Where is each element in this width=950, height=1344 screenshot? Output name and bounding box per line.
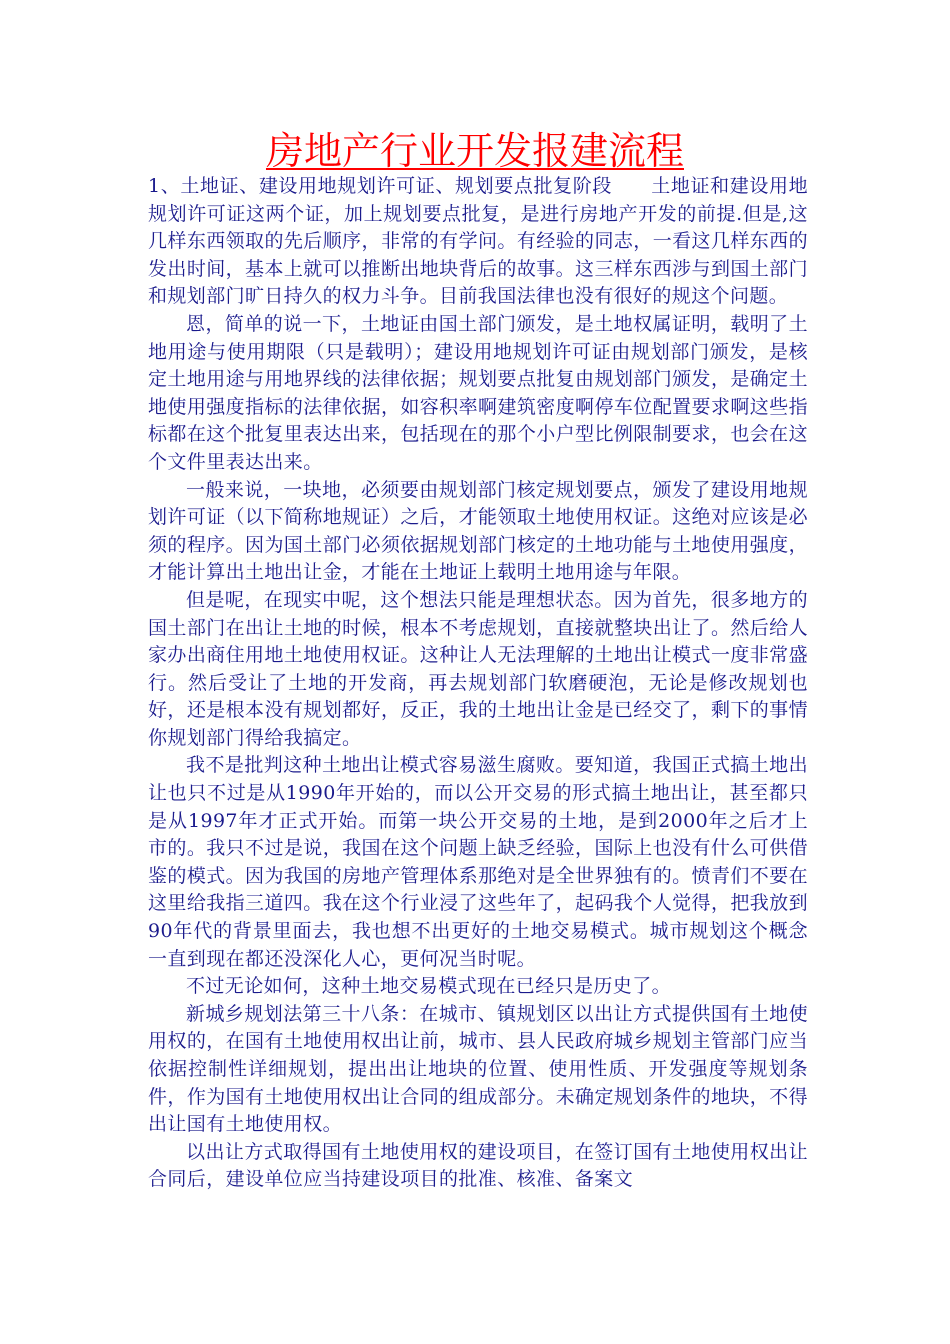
paragraph-1: 1、土地证、建设用地规划许可证、规划要点批复阶段 土地证和建设用地规划许可证这两个证，加上规划要点批复，是进行房地产开发的前提.但是,这几样东西领取的先后顺序，非常的有学问。有经验的同志，一看这几样东西的发出时间，基本上就可以推断出地块背后的故事。这三样东西涉与到国土部门和规划部门旷日持久的权力斗争。目前我国法律也没有很好的规这个问题。 (148, 175, 808, 308)
paragraph-6: 不过无论如何，这种土地交易模式现在已经只是历史了。 (186, 975, 672, 998)
paragraph-4: 但是呢，在现实中呢，这个想法只能是理想状态。因为首先，很多地方的国土部门在出让土地的时候，根本不考虑规划，直接就整块出让了。然后给人家办出商住用地土地使用权证。这种让人无法理解的土地出让模式一度非常盛行。然后受让了土地的开发商，再去规划部门软磨硬泡，无论是修改规划也好，还是根本没有规划都好，反正，我的土地出让金是已经交了，剩下的事情你规划部门得给我搞定。 (148, 588, 808, 749)
document-title (0, 128, 950, 174)
paragraph-2: 恩，简单的说一下，土地证由国土部门颁发，是土地权属证明，载明了土地用途与使用期限（只是载明）；建设用地规划许可证由规划部门颁发，是核定土地用途与用地界线的法律依据；规划要点批复由规划部门颁发，是确定土地使用强度指标的法律依据，如容积率啊建筑密度啊停车位配置要求啊这些指标都在这个批复里表达出来，包括现在的那个小户型比例限制要求，也会在这个文件里表达出来。 (148, 312, 808, 473)
document-body (148, 173, 808, 1194)
paragraph-5: 我不是批判这种土地出让模式容易滋生腐败。要知道，我国正式搞土地出让也只不过是从1990年开始的，而以公开交易的形式搞土地出让，甚至都只是从1997年才正式开始。而第一块公开交易的土地，是到2000年之后才上市的。我只不过是说，我国在这个问题上缺乏经验，国际上也没有什么可供借鉴的模式。因为我国的房地产管理体系那绝对是全世界独有的。愤青们不要在这里给我指三道四。我在这个行业浸了这些年了，起码我个人觉得，把我放到90年代的背景里面去，我也想不出更好的土地交易模式。城市规划这个概念一直到现在都还没深化人心，更何况当时呢。 (148, 754, 808, 970)
document-title-text: 房地产行业开发报建流程 (265, 129, 684, 173)
paragraph-7: 新城乡规划法第三十八条：在城市、镇规划区以出让方式提供国有土地使用权的，在国有土地使用权出让前，城市、县人民政府城乡规划主管部门应当依据控制性详细规划，提出出让地块的位置、使用性质、开发强度等规划条件，作为国有土地使用权出让合同的组成部分。未确定规划条件的地块，不得出让国有土地使用权。 (148, 1002, 808, 1136)
paragraph-8: 以出让方式取得国有土地使用权的建设项目，在签订国有土地使用权出让合同后，建设单位应当持建设项目的批准、核准、备案文 (148, 1140, 808, 1191)
paragraph-3: 一般来说，一块地，必须要由规划部门核定规划要点，颁发了建设用地规划许可证（以下简称地规证）之后，才能领取土地使用权证。这绝对应该是必须的程序。因为国土部门必须依据规划部门核定的土地功能与土地使用强度，才能计算出土地出让金，才能在土地证上载明土地用途与年限。 (148, 478, 808, 584)
